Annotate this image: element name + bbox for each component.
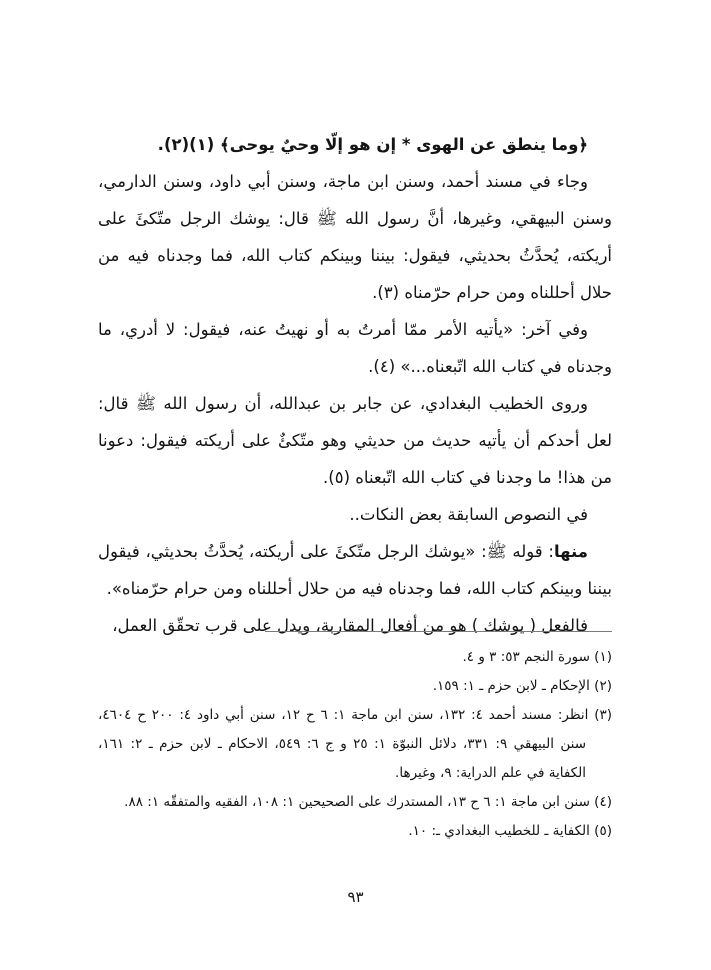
paragraph-minha — [98, 533, 612, 607]
footnote-2: (٢) الإحكام ـ لابن حزم ـ ١: ١٥٩. — [432, 678, 612, 694]
footnote-3: (٣) انظر: مسند أحمد ٤: ١٣٢، سنن ابن ماجة ١: ٦ ح ١٢، سنن أبي داود ٤: ٢٠٠ ح ٤٦٠٤، سنن البيهقي ٩: ٣٣١، دلائل النبوّة ١: ٢٥ و ج ٦: ٥٤٩، الاحكام ـ لابن حزم ـ ٢: ١٦١، الكفاية في علم الدراية: ٩، وغيرها. — [98, 707, 613, 781]
page-number: ٩٣ — [347, 888, 364, 906]
paragraph-khatib-baghdadi: وروى الخطيب البغدادي، عن جابر بن عبدالله، أن رسول الله ﷺ قال: لعل أحدكم أن يأتيه حديث من حديثي وهو متّكئٌ على أريكته فيقول: دعونا من هذا! ما وجدنا في كتاب الله اتّبعناه (٥). — [98, 394, 612, 487]
footnote-1: (١) سورة النجم ٥٣: ٣ و ٤. — [462, 649, 612, 665]
footnote-5: (٥) الكفاية ـ للخطيب البغدادي ـ: ١٠. — [408, 823, 612, 839]
paragraph-other-narration: وفي آخر: «يأتيه الأمر ممّا أمرتُ به أو نهيتُ عنه، فيقول: لا أدري، ما وجدناه في كتاب الله اتّبعناه...» (٤). — [98, 320, 612, 376]
paragraph-notes-intro: في النصوص السابقة بعض النكات.. — [349, 505, 588, 524]
paragraph-verb-analysis: فالفعل ( يوشك ) هو من أفعال المقاربة، ويدل على قرب تحقّق العمل، — [112, 616, 588, 635]
footnote-4: (٤) سنن ابن ماجة ١: ٦ ح ١٣، المستدرك على الصحيحين ١: ١٠٨، الفقيه والمتفقّه ١: ٨٨. — [124, 794, 612, 810]
footnotes-block — [98, 643, 612, 846]
footnote-separator — [265, 631, 612, 632]
minha-text: : قوله ﷺ: «يوشك الرجل متّكئَ على أريكته، يُحدَّثُ بحديثي، فيقول بيننا وبينكم كتاب الله، فما وجدناه فيه من حلال أحللناه ومن حرام حرّمناه». — [98, 542, 612, 598]
quran-verse: ﴿وما ينطق عن الهوى * إن هو إلّا وحيٌ يوحى﴾ (١)(٢). — [157, 135, 588, 154]
main-text-block — [98, 126, 612, 644]
minha-label: منها — [553, 542, 588, 561]
paragraph-sources-hadith: وجاء في مسند أحمد، وسنن ابن ماجة، وسنن أبي داود، وسنن الدارمي، وسنن البيهقي، وغيرها، أنَّ رسول الله ﷺ قال: يوشك الرجل متّكئَ على أريكته، يُحدَّثُ بحديثي، فيقول: بيننا وبينكم كتاب الله، فما وجدناه فيه من حلال أحللناه ومن حرام حرّمناه (٣). — [98, 172, 612, 302]
